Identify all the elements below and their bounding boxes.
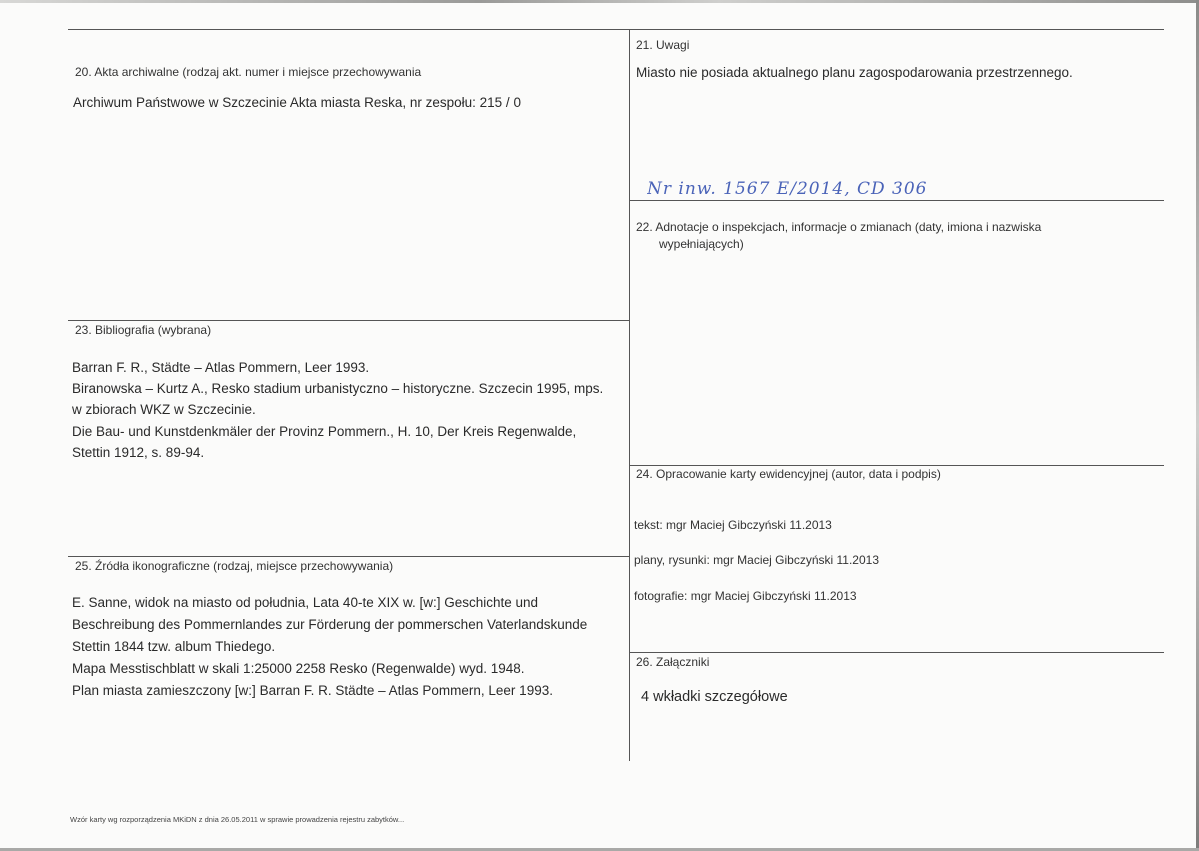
section-21-heading: 21. Uwagi <box>636 38 690 52</box>
section-20-heading: 20. Akta archiwalne (rodzaj akt. numer i miejsce przechowywania <box>75 65 422 79</box>
rule-24-26 <box>629 652 1164 653</box>
section-20-text: Archiwum Państwowe w Szczecinie Akta miasta Reska, nr zespołu: 215 / 0 <box>73 95 521 110</box>
section-22-heading-line1: 22. Adnotacje o inspekcjach, informacje o zmianach (daty, imiona i nazwiska <box>636 220 1042 234</box>
footer-note: Wzór karty wg rozporządzenia MKiDN z dnia 26.05.2011 w sprawie prowadzenia rejestru zabytków... <box>70 815 405 824</box>
iconography-line-4: Mapa Messtischblatt w skali 1:25000 2258 Resko (Regenwalde) wyd. 1948. <box>72 661 525 676</box>
attachments-text: 4 wkładki szczegółowe <box>641 689 788 705</box>
rule-20-23 <box>68 320 629 321</box>
handwritten-note-text: Nr inw. 1567 E/2014, CD 306 <box>647 179 928 199</box>
section-22-heading-line2: wypełniających) <box>659 237 744 251</box>
top-rule <box>68 29 1164 30</box>
handwritten-inventory-note <box>647 176 957 200</box>
rule-23-25 <box>68 556 629 557</box>
bibliography-line-3: w zbiorach WKZ w Szczecinie. <box>72 402 256 417</box>
section-25-heading: 25. Źródła ikonograficzne (rodzaj, miejsce przechowywania) <box>75 559 394 573</box>
iconography-line-3: Stettin 1844 tzw. album Thiedego. <box>72 639 276 654</box>
iconography-line-5: Plan miasta zamieszczony [w:] Barran F. R. Städte – Atlas Pommern, Leer 1993. <box>72 683 553 698</box>
iconography-line-2: Beschreibung des Pommernlandes zur Förderung der pommerschen Vaterlandskunde <box>72 617 588 632</box>
section-24-heading: 24. Opracowanie karty ewidencyjnej (autor, data i podpis) <box>636 467 941 481</box>
bibliography-line-1: Barran F. R., Städte – Atlas Pommern, Leer 1993. <box>72 360 370 375</box>
bibliography-line-4: Die Bau- und Kunstdenkmäler der Provinz Pommern., H. 10, Der Kreis Regenwalde, <box>72 424 577 439</box>
scan-edge-top <box>0 0 1199 3</box>
bibliography-line-2: Biranowska – Kurtz A., Resko stadium urbanistyczno – historyczne. Szczecin 1995, mps. <box>72 381 604 396</box>
section-26-heading: 26. Załączniki <box>636 655 710 669</box>
author-photos-line: fotografie: mgr Maciej Gibczyński 11.2013 <box>634 589 857 603</box>
rule-21-22 <box>629 200 1164 201</box>
rule-22-24 <box>629 465 1164 466</box>
bibliography-line-5: Stettin 1912, s. 89-94. <box>72 445 205 460</box>
iconography-line-1: E. Sanne, widok na miasto od południa, Lata 40-te XIX w. [w:] Geschichte und <box>72 595 539 610</box>
author-plans-line: plany, rysunki: mgr Maciej Gibczyński 11.2013 <box>634 553 879 567</box>
section-21-text: Miasto nie posiada aktualnego planu zagospodarowania przestrzennego. <box>636 65 1073 80</box>
author-text-line: tekst: mgr Maciej Gibczyński 11.2013 <box>634 518 832 532</box>
section-23-heading: 23. Bibliografia (wybrana) <box>75 323 212 337</box>
